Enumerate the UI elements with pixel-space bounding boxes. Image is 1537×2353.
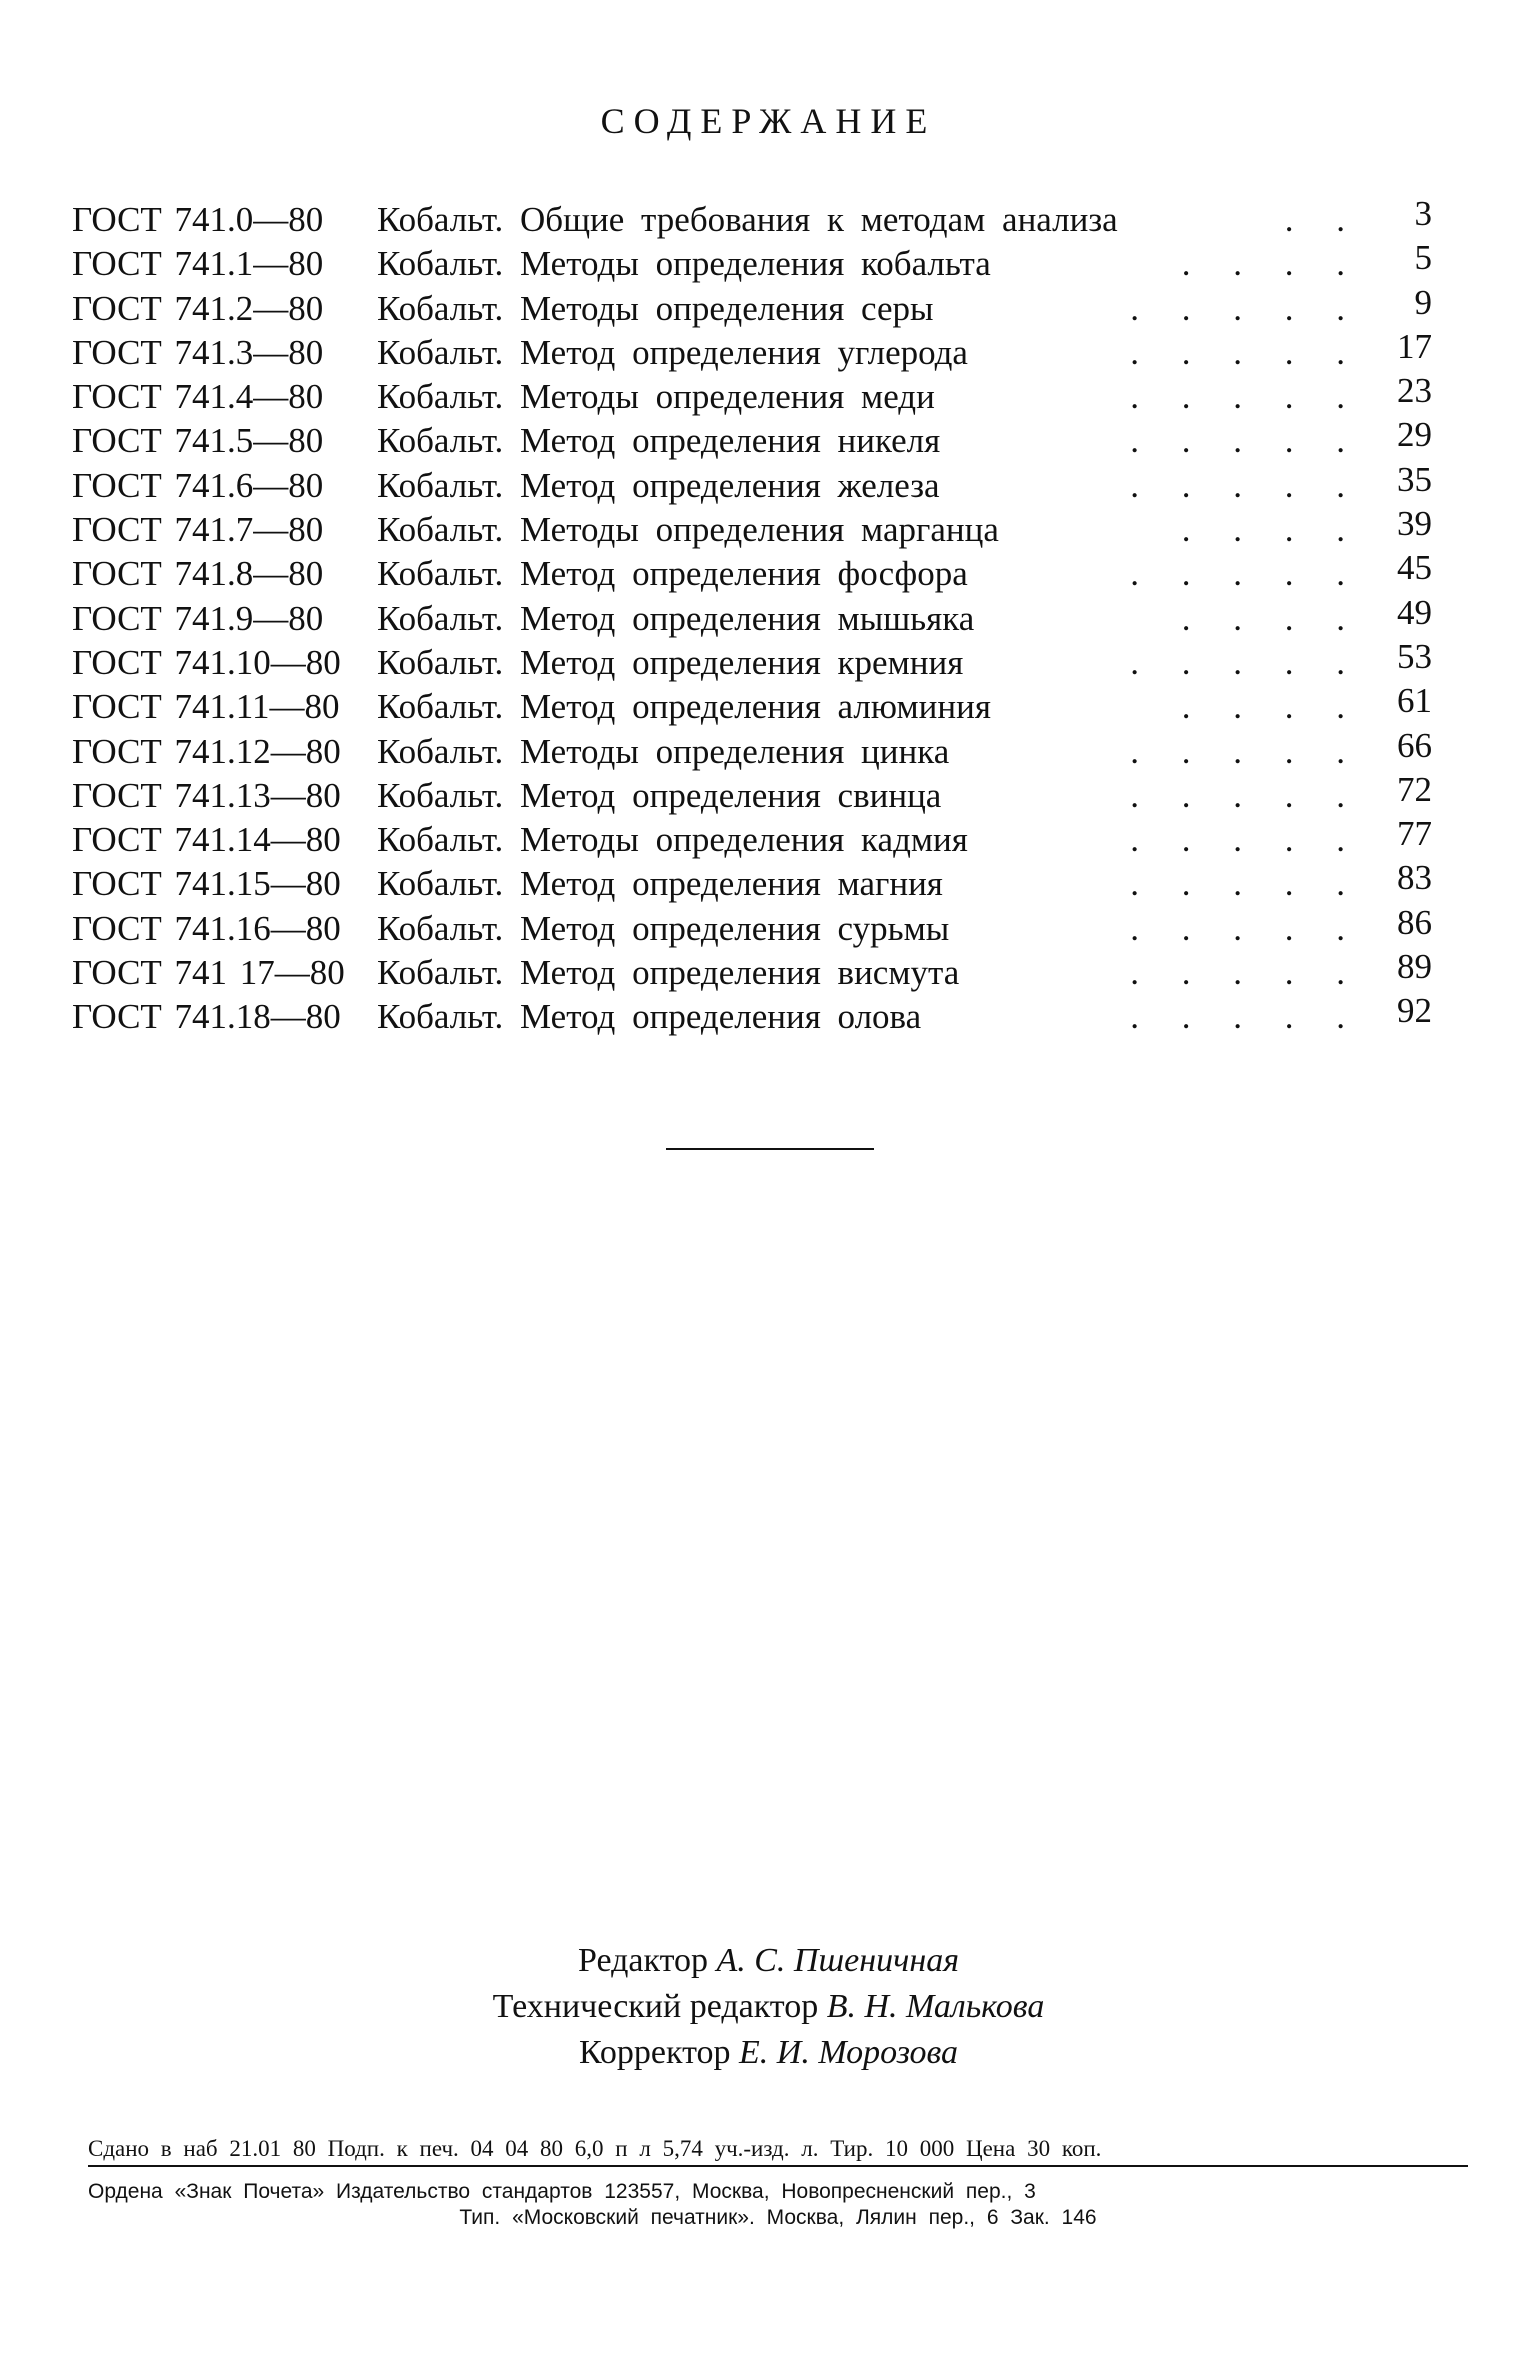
toc-entry-leader: . . . . .	[1130, 775, 1362, 815]
toc-entry-page: 72	[1397, 769, 1432, 809]
toc-entry	[72, 459, 1432, 508]
toc-entry-leader: . . . . .	[1130, 731, 1362, 771]
toc-entry	[72, 725, 1432, 774]
toc-entry-title: Кобальт. Метод определения висмута	[377, 953, 960, 993]
credit-person: В. Н. Малькова	[826, 1988, 1045, 2025]
toc-entry-code: ГОСТ 741.13—80	[72, 775, 341, 815]
toc-entry-leader: . . . . .	[1130, 908, 1362, 948]
toc-entry-title: Кобальт. Метод определения алюминия	[377, 687, 991, 727]
toc-entry	[72, 636, 1432, 685]
toc-entry-title: Кобальт. Метод определения углерода	[377, 332, 968, 372]
credits-block	[0, 1938, 1537, 2076]
toc-entry	[72, 371, 1432, 419]
credit-proofreader	[0, 2030, 1537, 2076]
toc-entry-code: ГОСТ 741.10—80	[72, 642, 341, 682]
toc-entry-code: ГОСТ 741.4—80	[72, 377, 324, 417]
credit-role: Корректор	[578, 2034, 731, 2071]
toc-entry-title: Кобальт. Метод определения свинца	[377, 775, 942, 815]
toc-entry-code: ГОСТ 741.16—80	[72, 908, 341, 948]
toc-entry-page: 45	[1397, 548, 1432, 588]
toc-entry	[72, 947, 1432, 995]
toc-entry-code: ГОСТ 741.15—80	[72, 864, 341, 904]
toc-entry	[72, 504, 1432, 552]
toc-entry-page: 35	[1397, 459, 1432, 499]
toc-entry-code: ГОСТ 741.0—80	[72, 200, 324, 239]
toc-entry-page: 61	[1397, 681, 1432, 721]
toc-entry	[72, 548, 1432, 596]
credit-person: А. С. Пшеничная	[716, 1942, 959, 1979]
toc-entry-leader: . . . .	[1181, 598, 1362, 638]
toc-entry-leader: . . . .	[1181, 687, 1362, 727]
toc-entry-leader: . .	[1284, 200, 1362, 239]
toc-entry-title: Кобальт. Методы определения цинка	[377, 731, 950, 771]
toc-entry-leader: . . . . .	[1130, 554, 1362, 594]
toc-entry-page: 53	[1397, 636, 1432, 676]
toc-entry	[72, 991, 1432, 1039]
table-of-contents	[72, 194, 1432, 1040]
toc-entry	[72, 592, 1432, 641]
imprint-print-details: Сдано в наб 21.01 80 Подп. к печ. 04 04 80 6,0 п л 5,74 уч.-изд. л. Тир. 10 000 Цена 30 коп.	[88, 2136, 1468, 2167]
toc-entry-title: Кобальт. Метод определения кремния	[377, 642, 964, 682]
toc-entry-code: ГОСТ 741.18—80	[72, 997, 341, 1037]
toc-entry-title: Кобальт. Методы определения кадмия	[377, 820, 968, 860]
toc-entry-page: 29	[1397, 415, 1432, 455]
credit-editor	[0, 1938, 1537, 1984]
toc-entry	[72, 282, 1432, 331]
credit-role: Технический редактор	[492, 1988, 819, 2025]
toc-entry-code: ГОСТ 741.7—80	[72, 510, 324, 550]
toc-entry-code: ГОСТ 741.1—80	[72, 244, 324, 284]
toc-entry-title: Кобальт. Метод определения сурьмы	[377, 908, 950, 948]
toc-entry-title: Кобальт. Метод определения никеля	[377, 421, 941, 461]
toc-entry-title: Кобальт. Общие требования к методам анализа	[377, 200, 1118, 239]
toc-entry-page: 49	[1397, 592, 1432, 632]
toc-entry	[72, 194, 1432, 242]
toc-entry-leader: . . . . .	[1130, 288, 1362, 328]
imprint-printer: Тип. «Московский печатник». Москва, Лялин пер., 6 Зак. 146	[459, 2206, 1097, 2229]
toc-entry	[72, 769, 1432, 818]
toc-entry	[72, 814, 1432, 862]
toc-entry-title: Кобальт. Метод определения фосфора	[377, 554, 968, 594]
toc-entry-leader: . . . . .	[1130, 465, 1362, 505]
imprint-publisher: Ордена «Знак Почета» Издательство стандартов 123557, Москва, Новопресненский пер., 3	[88, 2180, 1036, 2203]
toc-entry	[72, 238, 1432, 286]
toc-entry-page: 77	[1397, 814, 1432, 854]
toc-entry-leader: . . . . .	[1130, 421, 1362, 461]
toc-entry-title: Кобальт. Метод определения магния	[377, 864, 943, 904]
toc-entry-leader: . . . . .	[1130, 864, 1362, 904]
toc-entry-leader: . . . . .	[1130, 377, 1362, 417]
toc-entry-title: Кобальт. Методы определения кобальта	[377, 244, 991, 284]
toc-entry-page: 86	[1397, 902, 1432, 942]
toc-entry-page: 3	[1414, 194, 1432, 233]
toc-entry-title: Кобальт. Методы определения меди	[377, 377, 935, 417]
toc-entry-page: 5	[1414, 238, 1432, 278]
credit-person: Е. И. Морозова	[739, 2034, 959, 2071]
toc-entry-leader: . . . . .	[1130, 332, 1362, 372]
credit-role: Редактор	[578, 1942, 708, 1979]
toc-entry-code: ГОСТ 741.8—80	[72, 554, 324, 594]
toc-entry-page: 66	[1397, 725, 1432, 765]
toc-entry-code: ГОСТ 741.12—80	[72, 731, 341, 771]
toc-entry-page: 89	[1397, 947, 1432, 987]
toc-entry-code: ГОСТ 741.2—80	[72, 288, 324, 328]
toc-entry-page: 17	[1397, 326, 1432, 366]
toc-entry-page: 9	[1414, 282, 1432, 322]
toc-entry-page: 92	[1397, 991, 1432, 1031]
toc-entry	[72, 902, 1432, 951]
toc-entry-leader: . . . . .	[1130, 997, 1362, 1037]
toc-entry-title: Кобальт. Методы определения марганца	[377, 510, 999, 550]
toc-entry-code: ГОСТ 741.14—80	[72, 820, 341, 860]
toc-entry-title: Кобальт. Метод определения мышьяка	[377, 598, 975, 638]
toc-entry-code: ГОСТ 741.5—80	[72, 421, 324, 461]
toc-entry-page: 23	[1397, 371, 1432, 411]
toc-entry-code: ГОСТ 741.9—80	[72, 598, 324, 638]
toc-entry-leader: . . . . .	[1130, 820, 1362, 860]
page-title: СОДЕРЖАНИЕ	[600, 101, 937, 141]
toc-entry-page: 83	[1397, 858, 1432, 898]
toc-entry-code: ГОСТ 741.6—80	[72, 465, 324, 505]
toc-entry-title: Кобальт. Методы определения серы	[377, 288, 934, 328]
toc-entry-code: ГОСТ 741.3—80	[72, 332, 324, 372]
toc-entry-leader: . . . . .	[1130, 953, 1362, 993]
toc-entry-page: 39	[1397, 504, 1432, 544]
toc-entry	[72, 681, 1432, 729]
toc-entry	[72, 415, 1432, 463]
toc-entry-code: ГОСТ 741.11—80	[72, 687, 340, 727]
toc-entry-code: ГОСТ 741 17—80	[72, 953, 345, 993]
toc-entry-leader: . . . .	[1181, 244, 1362, 284]
toc-entry-title: Кобальт. Метод определения железа	[377, 465, 940, 505]
section-divider	[666, 1148, 874, 1150]
toc-entry	[72, 858, 1432, 906]
credit-technical-editor	[0, 1984, 1537, 2030]
toc-entry	[72, 326, 1432, 375]
toc-entry-leader: . . . . .	[1130, 642, 1362, 682]
toc-entry-title: Кобальт. Метод определения олова	[377, 997, 922, 1037]
toc-entry-leader: . . . .	[1181, 510, 1362, 550]
